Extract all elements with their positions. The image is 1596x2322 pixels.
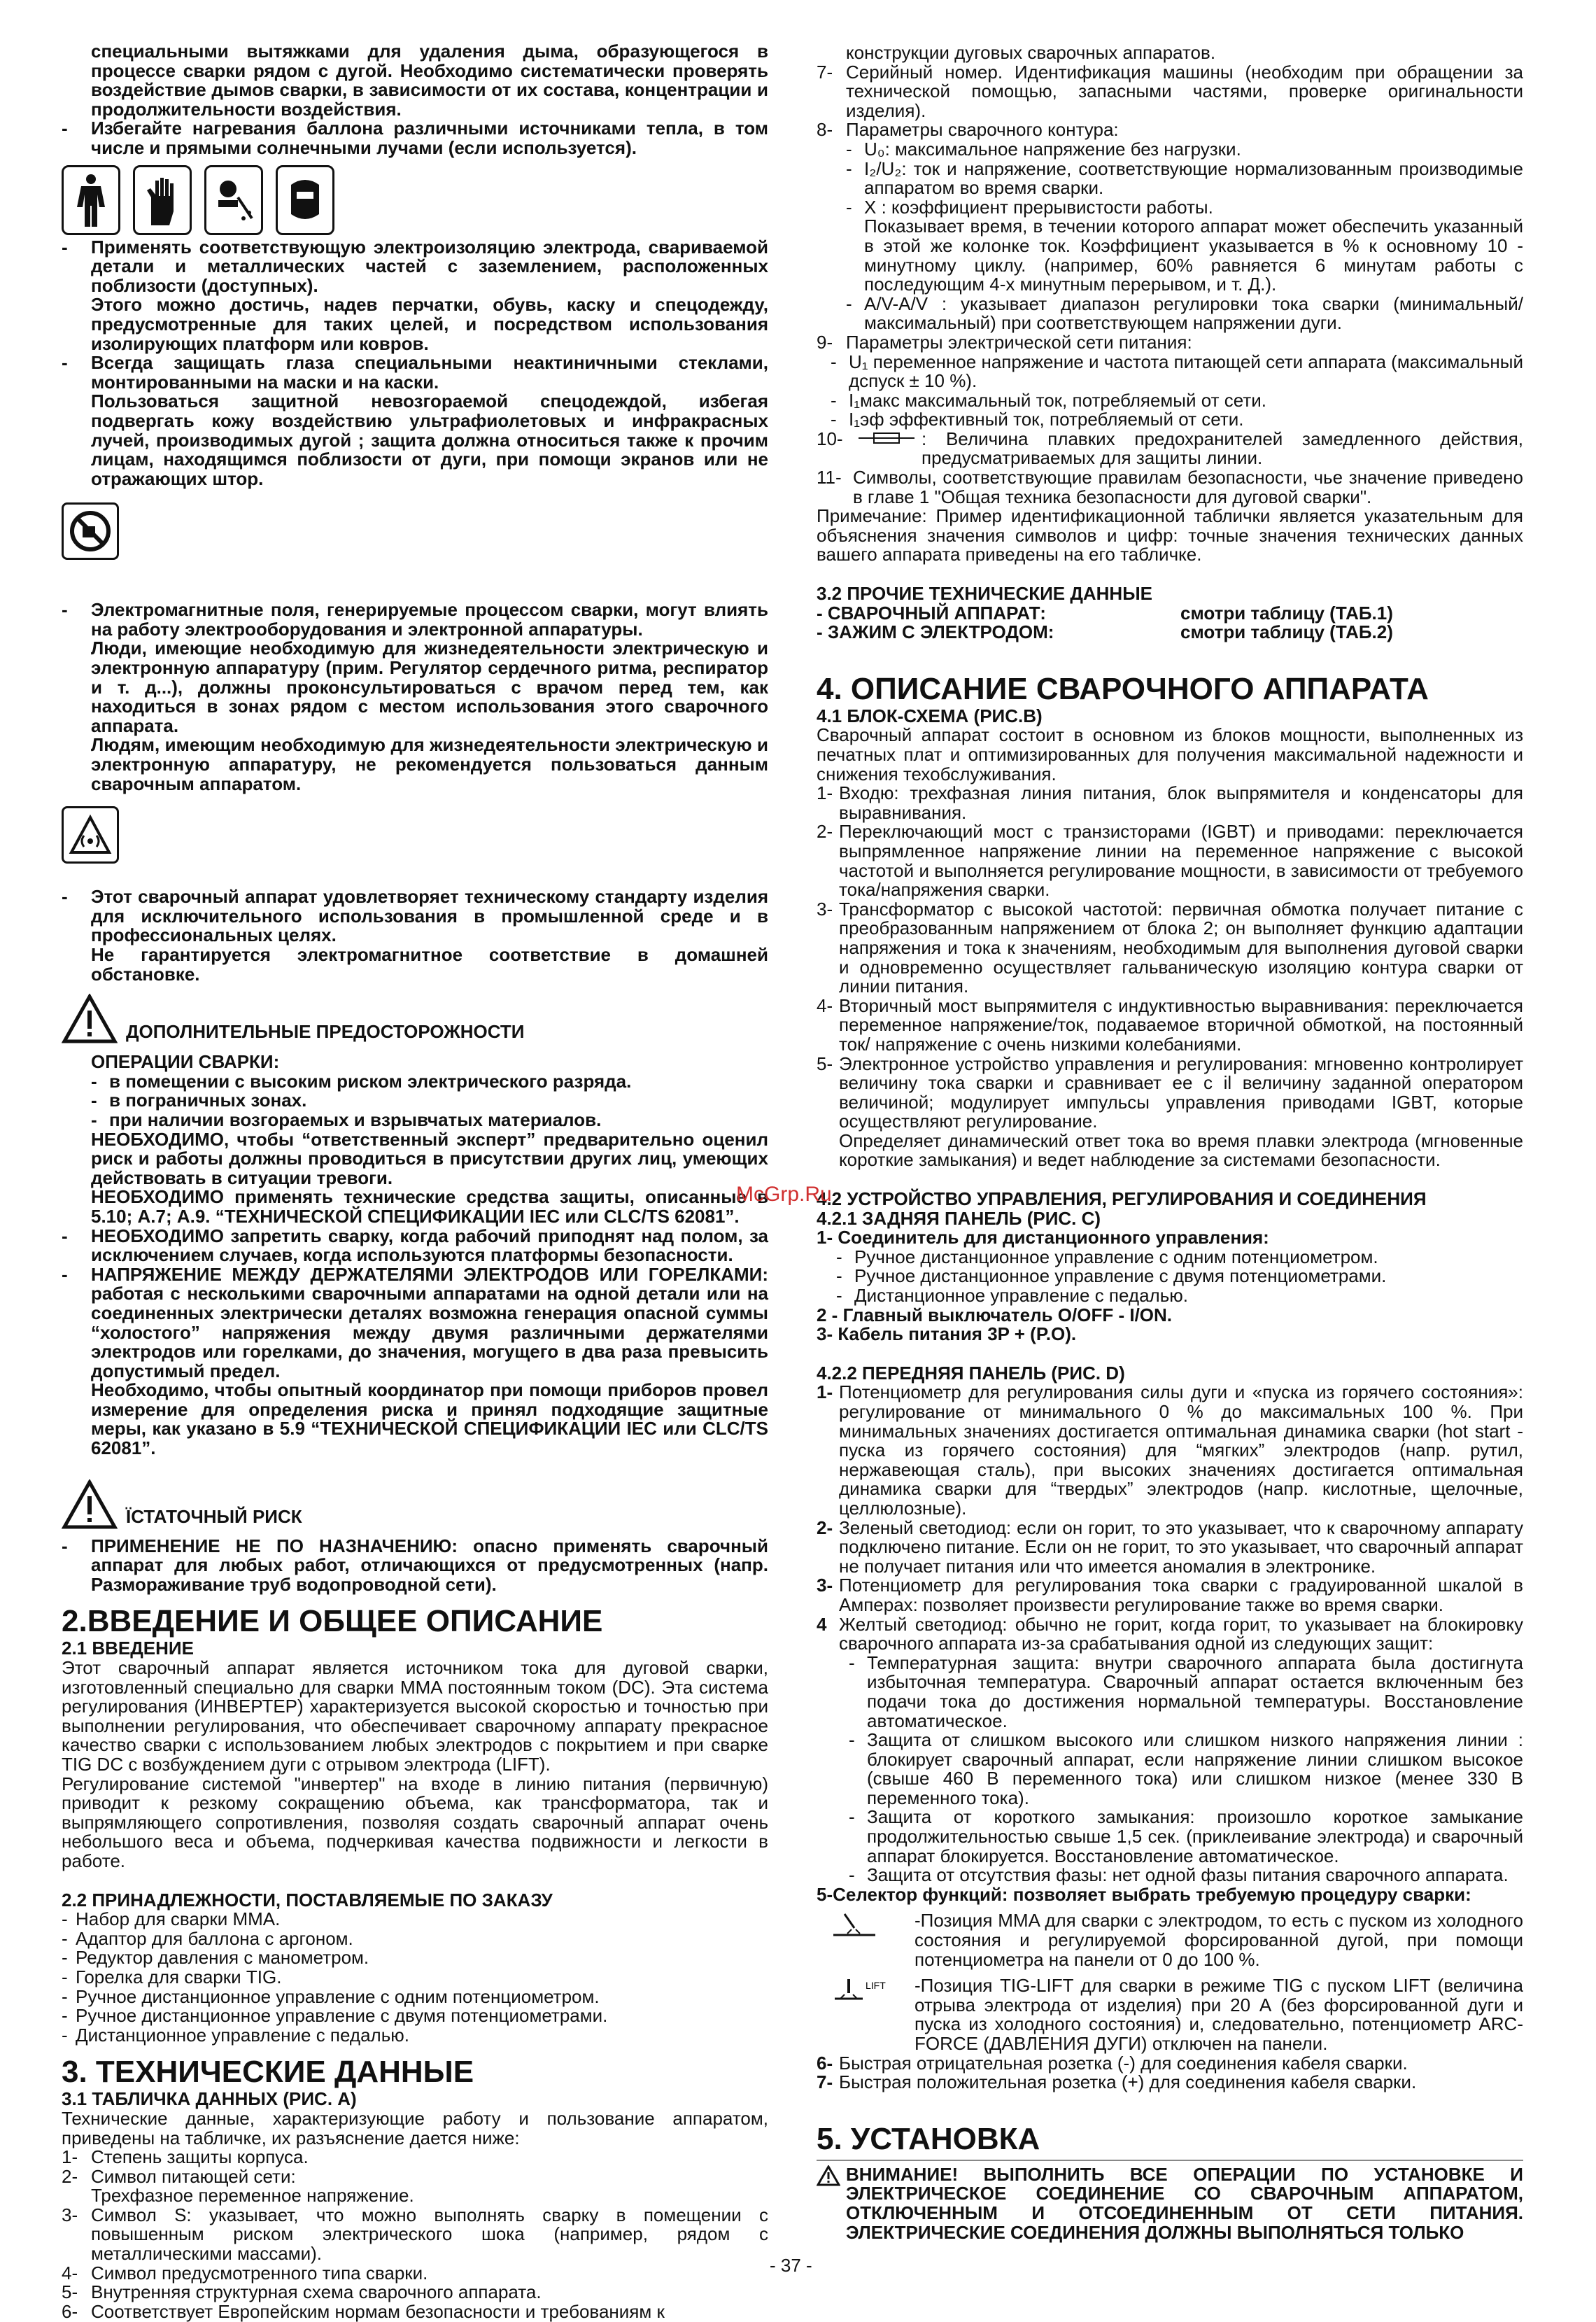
plate-item: 4- Символ предусмотренного типа сварки.	[62, 2262, 428, 2284]
front-item-6: 6- Быстрая отрицательная розетка (-) для соединения кабеля сварки.	[817, 2052, 1408, 2074]
block-item: 1- Входю: трехфазная линия питания, блок выпрямителя и конденсаторы для выравнивания.	[817, 782, 1523, 823]
warning-triangle-icon	[817, 2165, 846, 2242]
accessory-item: - Адаптор для баллона с аргоном.	[62, 1927, 353, 1949]
plate-item-9a: - U₁ переменное напряжение и частота питающей сети аппарата (максимальный дспуск ± 10 %).	[831, 351, 1523, 392]
ops-item: - в пограничных зонах.	[91, 1090, 307, 1111]
warning-triangle-icon	[62, 994, 118, 1044]
eyes-paragraph: Пользоваться защитной невозгораемой спецодеждой, избегая подвергать кожу воздействию ультрафиолетовых и инфракрасных лучей, производимых дугой ; защита должна относиться также к прочим лицам, находящимся поблизости от дуги, при помощи экранов или не отражающих штор.	[91, 390, 768, 489]
accessory-item: - Ручное дистанционное управление с двумя потенциометрами.	[62, 2005, 608, 2027]
intro-paragraph-2: Регулирование системой "инвертер" на входе в линию питания (первичную) приводит к резкому сокращению объема, как трансформатора, так и выпрямляющего сопротивления, позволяя создать сварочный аппарат очень небольшого веса и объема, подчеркивая качества подвижности и легкости в работе.	[62, 1773, 768, 1871]
extra-precautions-header	[62, 994, 768, 1044]
block-diagram-subheading: 4.1 БЛОК-СХЕМА (РИС.B)	[817, 705, 1043, 726]
eye-protection-icon	[204, 165, 263, 235]
protection-item: - Защита от короткого замыкания: произошло короткое замыкание продолжительностью свыше 1,5 сек. (приклеивание электрода) и сварочный аппарат блокируется. Восстановление автоматическое.	[849, 1806, 1523, 1866]
mma-electrode-icon	[817, 1911, 914, 1969]
tig-lift-icon	[817, 1976, 914, 2053]
ops-title: ОПЕРАЦИИ СВАРКИ:	[91, 1051, 280, 1073]
front-panel-subheading: 4.2.2 ПЕРЕДНЯЯ ПАНЕЛЬ (РИС. D)	[817, 1362, 1125, 1384]
fumes-paragraph: специальными вытяжками для удаления дыма, образующегося в процессе сварки рядом с дугой. Необходимо систематически проверять воздействие дымов сварки, в зависимости от их состава, концентрации и продолжительности воздействия.	[91, 41, 768, 120]
fumes-item: - Избегайте нагревания баллона различными источниками тепла, в том числе и прямыми солнечными лучами (если используется).	[62, 118, 768, 158]
plate-item-11: 11- Символы, соответствующие правилам безопасности, чье значение приведено в главе 1 "Общая техника безопасности для дуговой сварки".	[817, 467, 1523, 507]
rear-item-3: 3- Кабель питания 3P + (P.O).	[817, 1323, 1077, 1345]
extra-precautions-title: ДОПОЛНИТЕЛЬНЫЕ ПРЕДОСТОРОЖНОСТИ	[126, 1020, 525, 1042]
plate-item: 2- Символ питающей сети:	[62, 2165, 296, 2187]
block-item: 5- Электронное устройство управления и регулирования: мгновенно контролирует величину тока сварки и сравнивает ее с il величину заданной оператором величиной; модулирует импульсы управления приводами IGBT, которые осуществляют регулирование.	[817, 1053, 1523, 1132]
plate-item-10: 10- : Величина плавких предохранителей замедленного действия, предусматриваемых для защиты линии.	[817, 428, 1523, 469]
front-item-1: 1- Потенциометр для регулирования силы дуги и «пуска из горячего состояния»: регулирование от минимального 0 % до максимальных 100 %. При минимальных значениях достигается оптимальная динамика сварки (hot start - пуска из горячего состояния) для “мягких” электродов (напр. рутил, нержавеющая сталь), при высоких значениях достигается оптимальная динамика сварки для “твердых” электродов (напр. кислотные, щелочные, целлюлозные).	[817, 1381, 1523, 1519]
ops-item: - в помещении с высоким риском электрического разряда.	[91, 1070, 632, 1092]
accessories-heading: 2.2 ПРИНАДЛЕЖНОСТИ, ПОСТАВЛЯЕМЫЕ ПО ЗАКАЗУ	[62, 1889, 553, 1911]
plate-subheading: 3.1 ТАБЛИЧКА ДАННЫХ (РИС. A)	[62, 2088, 357, 2110]
plate-item-9: 9- Параметры электрической сети питания:	[817, 331, 1192, 353]
emf-paragraph-3: Людям, имеющим необходимую для жизнедеятельности электрическую и электронную аппаратуру, не рекомендуется пользоваться данным сварочным аппаратом.	[91, 734, 768, 794]
block-item: 3- Трансформатор с высокой частотой: первичная обмотка получает питание с преобразованным напряжением от блока 2; он выполняет функцию адаптации напряжения и тока к значениям, необходимым для выполнения дуговой сварки и одновременно осуществляет гальваническую изоляцию контура сварки от линии питания.	[817, 898, 1523, 997]
suit-icon	[62, 165, 120, 235]
intro-subheading: 2.1 ВВЕДЕНИЕ	[62, 1638, 194, 1659]
install-warning: ВНИМАНИЕ! ВЫПОЛНИТЬ ВСЕ ОПЕРАЦИИ ПО УСТАНОВКЕ И ЭЛЕКТРИЧЕСКОЕ СОЕДИНЕНИЕ СО СВАРОЧНЫМ АППАРАТОМ, ОТКЛЮЧЕННЫМ И ОТСОЕДИНЕННЫМ ОТ СЕТИ ПИТАНИЯ. ЭЛЕКТРИЧЕСКИЕ СОЕДИНЕНИЯ ДОЛЖНЫ ВЫПОЛНЯТЬСЯ ТОЛЬКО	[817, 2165, 1523, 2242]
eyes-item: - Всегда защищать глаза специальными неактиничными стеклами, монтированными на маски и на каски.	[62, 352, 768, 393]
block-paragraph-end: Определяет динамический ответ тока во время плавки электрода (мгновенные короткие замыкания) и ведет наблюдение за системами безопасности.	[839, 1130, 1523, 1171]
plate-item-9b: - I₁макс максимальный ток, потребляемый от сети.	[831, 389, 1267, 411]
misuse-item: - ПРИМЕНЕНИЕ НЕ ПО НАЗНАЧЕНИЮ: опасно применять сварочный аппарат для любых работ, отличающихся от предусмотренных (напр. Размораживание труб водопроводной сети).	[62, 1535, 768, 1595]
emf-paragraph-2: Люди, имеющие необходимую для жизнедеятельности электрическую и электронную аппаратуру (прим. Регулятор сердечного ритма, респиратор и т. д...), должны проконсультироваться с врачом перед тем, как находиться в зонах рядом с местом использования этого сварочного аппарата.	[91, 638, 768, 736]
heading-divider	[817, 2160, 1523, 2161]
other-data-row: - ЗАЖИМ С ЭЛЕКТРОДОМ: смотри таблицу (ТАБ.2)	[817, 621, 1393, 643]
plate-item-8a: - U₀: максимальное напряжение без нагрузки.	[846, 138, 1241, 160]
mode-mma: -Позиция MMA для сварки с электродом, то есть с пуском из холодного состояния и регулируемой форсированной дугой, при помощи потенциометра на панели от 0 до 100 %.	[817, 1911, 1523, 1969]
description-heading: 4. ОПИСАНИЕ СВАРОЧНОГО АППАРАТА	[817, 671, 1429, 706]
plate-item-8: 8- Параметры сварочного контура:	[817, 119, 1119, 141]
plate-item-8c-text: Показывает время, в течении которого аппарат может обеспечить указанный в этой же колонке ток. Коэффициент указывается в % к основному 10 - минутному циклу. (например, 60% равняется 6 минутам работы с последующим 4-х минутным перерывом, и т. Д.).	[864, 216, 1523, 295]
installation-heading: 5. УСТАНОВКА	[817, 2121, 1040, 2156]
voltage-paragraph: Необходимо, чтобы опытный координатор при помощи приборов провел измерение для определения риска и принял подходящие защитные меры, как указано в 5.9 “ТЕХНИЧЕСКОЙ СПЕЦИФИКАЦИИ IEC или CLC/TS 62081”.	[91, 1379, 768, 1459]
block-paragraph: Сварочный аппарат состоит в основном из блоков мощности, выполненных из печатных плат и оптимизированных для получения максимальной надежности и снижения техобслуживания.	[817, 724, 1523, 784]
front-item-7: 7- Быстрая положительная розетка (+) для соединения кабеля сварки.	[817, 2071, 1417, 2093]
accessory-item: - Набор для сварки MMA.	[62, 1908, 281, 1930]
warning-triangle-icon	[62, 1479, 118, 1530]
block-item: 2- Переключающий мост с транзисторами (IGBT) и приводами: переключается выпрямленное напряжение линии на переменное напряжение с высокой частотой и выполняется регулирование мощности, в зависимости от требуемого тока/напряжения сварки.	[817, 821, 1523, 901]
front-item-3: 3- Потенциометр для регулирования тока сварки с градуированной шкалой в Амперах: позволяет произвести регулирование также во время сварки.	[817, 1575, 1523, 1615]
plate-paragraph: Технические данные, характеризующие работу и пользование аппаратом, приведены на табличке, их разъяснение дается ниже:	[62, 2107, 768, 2148]
plate-item-8d: - A/V-A/V : указывает диапазон регулировки тока сварки (минимальный/максимальный) при соответствующем напряжении дуги.	[846, 293, 1523, 334]
plate-item-9c: - I₁эф эффективный ток, потребляемый от сети.	[831, 409, 1244, 430]
residual-risk-header	[62, 1479, 768, 1530]
residual-risk-title: ÏСТАТОЧНЫЙ РИСК	[126, 1506, 302, 1528]
insulation-paragraph: Этого можно достичь, надев перчатки, обувь, каску и спецодежду, предусмотренные для таких целей, и посредством использования изолирующих платформ или ковров.	[91, 294, 768, 354]
watermark: McGrp.Ru	[736, 1183, 832, 1206]
rear-sub-item: - Дистанционное управление с педалью.	[836, 1285, 1188, 1307]
tech-data-heading: 3. ТЕХНИЧЕСКИЕ ДАННЫЕ	[62, 2055, 474, 2090]
rear-item-2: 2 - Главный выключатель O/OFF - I/ON.	[817, 1304, 1173, 1325]
rear-panel-subheading: 4.2.1 ЗАДНЯЯ ПАНЕЛЬ (РИС. C)	[817, 1207, 1101, 1229]
plate-item-8b: - I₂/U₂: ток и напряжение, соответствующие нормализованным производимые аппаратом во время сварки.	[846, 157, 1523, 199]
other-data-heading: 3.2 ПРОЧИЕ ТЕХНИЧЕСКИЕ ДАННЫЕ	[817, 583, 1152, 605]
ops-item: - при наличии возгораемых и взрывчатых материалов.	[91, 1109, 602, 1130]
glove-icon	[133, 165, 192, 235]
accessory-item: - Дистанционное управление с педалью.	[62, 2024, 409, 2046]
emf-warning-icon	[62, 806, 119, 864]
lift-item: - НЕОБХОДИМО запретить сварку, когда рабочий приподнят над полом, за исключением случаев, когда используются платформы безопасности.	[62, 1225, 768, 1266]
front-item-5: 5-Селектор функций: позволяет выбрать требуемую процедуру сварки:	[817, 1883, 1471, 1905]
mode-tig-lift: LIFT -Позиция TIG-LIFT для сварки в режиме TIG с пуском LIFT (величина отрыва электрода от изделия) при 20 А (без форсированной дуги и пуска из холодного состояния) и, следовательно, потенциометр ARC-FORCE (ДАВЛЕНИЯ ДУГИ) отключен на панели.	[817, 1976, 1523, 2053]
accessory-item: - Редуктор давления с манометром.	[62, 1947, 369, 1969]
plate-item-7: 7- Серийный номер. Идентификация машины (необходим при обращении за технической помощью, запасными частями, проверке оригинальности изделия).	[817, 61, 1523, 121]
protection-item: - Защита от отсутствия фазы: нет одной фазы питания сварочного аппарата.	[849, 1864, 1509, 1886]
accessory-item: - Горелка для сварки TIG.	[62, 1966, 282, 1987]
expert-paragraph: НЕОБХОДИМО, чтобы “ответственный эксперт” предварительно оценил риск и работы должны проводиться в присутствии других лиц, умеющих действовать в ситуации тревоги.	[91, 1128, 768, 1188]
right-column	[817, 43, 1523, 2242]
lift-label: LIFT	[866, 1980, 886, 1992]
standard-paragraph: Не гарантируется электромагнитное соответствие в домашней обстановке.	[91, 944, 768, 985]
plate-note: Примечание: Пример идентификационной таблички является указательным для объяснения значения символов и цифр: точные значения технических данных вашего аппарата приведены на его табличке.	[817, 505, 1523, 565]
front-item-4: 4 Желтый светодиод: обычно не горит, когда горит, то указывает на блокировку сварочного аппарата из-за срабатывания одной из следующих защит:	[817, 1613, 1523, 1654]
ppe-icons	[62, 165, 768, 235]
plate-item: 6- Соответствует Европейским нормам безопасности и требованиям к	[62, 2300, 665, 2322]
rear-sub-item: - Ручное дистанционное управление с одним потенциометром.	[836, 1246, 1378, 1267]
voltage-item: - НАПРЯЖЕНИЕ МЕЖДУ ДЕРЖАТЕЛЯМИ ЭЛЕКТРОДОВ ИЛИ ГОРЕЛКАМИ: работая с несколькими сварочными аппаратами на одной детали или на соединенных электрически деталях возможна генерация опасной суммы “холостого” напряжения между двумя различными держателями электродов или горелками, до значения, могущего в два раза превысить допустимый предел.	[62, 1263, 768, 1381]
intro-heading: 2.ВВЕДЕНИЕ И ОБЩЕЕ ОПИСАНИЕ	[62, 1604, 603, 1639]
rear-sub-item: - Ручное дистанционное управление с двумя потенциометрами.	[836, 1265, 1387, 1287]
fuse-symbol-icon	[859, 430, 921, 468]
intro-paragraph: Этот сварочный аппарат является источником тока для дуговой сварки, изготовленный специально для сварки MMA постоянным током (DC). Эта система регулирования (ИНВЕРТЕР) характеризуется высокой скоростью и точностью при выполнении регулирования, что обеспечивает сварочному аппарату прекрасное качество сварки с использованием любых электродов с покрытием и при сварке TIG DC с возбуждением дуги с отрывом электрода (LIFT).	[62, 1657, 768, 1775]
plate-item: 5- Внутренняя структурная схема сварочного аппарата.	[62, 2281, 542, 2303]
front-item-2: 2- Зеленый светодиод: если он горит, то это указывает, что к сварочному аппарату подключено питание. Если он не горит, то это указывает, что сварочный аппарат не получает питания или что имеется аномалия в электронике.	[817, 1517, 1523, 1577]
plate-item-8c: - X : коэффициент прерывистости работы.	[846, 196, 1213, 218]
block-item: 4- Вторичный мост выпрямителя с индуктивностью выравнивания: переключается переменное напряжение/ток, подаваемое вторичной обмоткой, на постоянный ток/ напряжение с очень низкими колебаниями.	[817, 994, 1523, 1055]
rear-item-1: 1- Соединитель для дистанционного управления:	[817, 1227, 1269, 1248]
insulation-item: - Применять соответствующую электроизоляцию электрода, свариваемой детали и металлических частей с заземлением, расположенных поблизости (доступных).	[62, 236, 768, 296]
expert-paragraph-2: НЕОБХОДИМО применять технические средства защиты, описанные в 5.10; А.7; А.9. “ТЕХНИЧЕСКОЙ СПЕЦИФИКАЦИИ IEC или CLC/TS 62081”.	[91, 1186, 768, 1227]
page-number: - 37 -	[770, 2255, 812, 2276]
plate-continued: конструкции дуговых сварочных аппаратов.	[846, 42, 1216, 63]
plate-item: Трехфазное переменное напряжение.	[91, 2185, 414, 2207]
controls-heading: 4.2 УСТРОЙСТВО УПРАВЛЕНИЯ, РЕГУЛИРОВАНИЯ И СОЕДИНЕНИЯ	[817, 1188, 1427, 1210]
pacemaker-prohibited-icon	[62, 502, 119, 560]
plate-item: 1- Степень защиты корпуса.	[62, 2146, 309, 2168]
other-data-row: - СВАРОЧНЫЙ АППАРАТ: смотри таблицу (ТАБ.1)	[817, 602, 1393, 624]
standard-item: - Этот сварочный аппарат удовлетворяет техническому стандарту изделия для исключительного использования в промышленной среде и в профессиональных целях.	[62, 886, 768, 946]
emf-item: - Электромагнитные поля, генерируемые процессом сварки, могут влиять на работу электрооборудования и электронной аппаратуры.	[62, 599, 768, 640]
accessory-item: - Ручное дистанционное управление с одним потенциометром.	[62, 1985, 600, 2007]
left-column	[62, 42, 768, 2321]
protection-item: - Температурная защита: внутри сварочного аппарата была достигнута избыточная температура. Сварочный аппарат остается включенным без подачи тока до достижения нормальной температуры. Восстановление автоматическое.	[849, 1652, 1523, 1731]
protection-item: - Защита от слишком высокого или слишком низкого напряжения линии : блокирует сварочный аппарат, если напряжение линии слишком высокое (свыше 460 В переменного тока) или слишком низкое (менее 330 В переменного тока).	[849, 1729, 1523, 1808]
plate-item: 3- Символ S: указывает, что можно выполнять сварку в помещении с повышенным риском электрического шока (например, рядом с металлическими массами).	[62, 2204, 768, 2265]
welding-mask-icon	[276, 165, 334, 235]
